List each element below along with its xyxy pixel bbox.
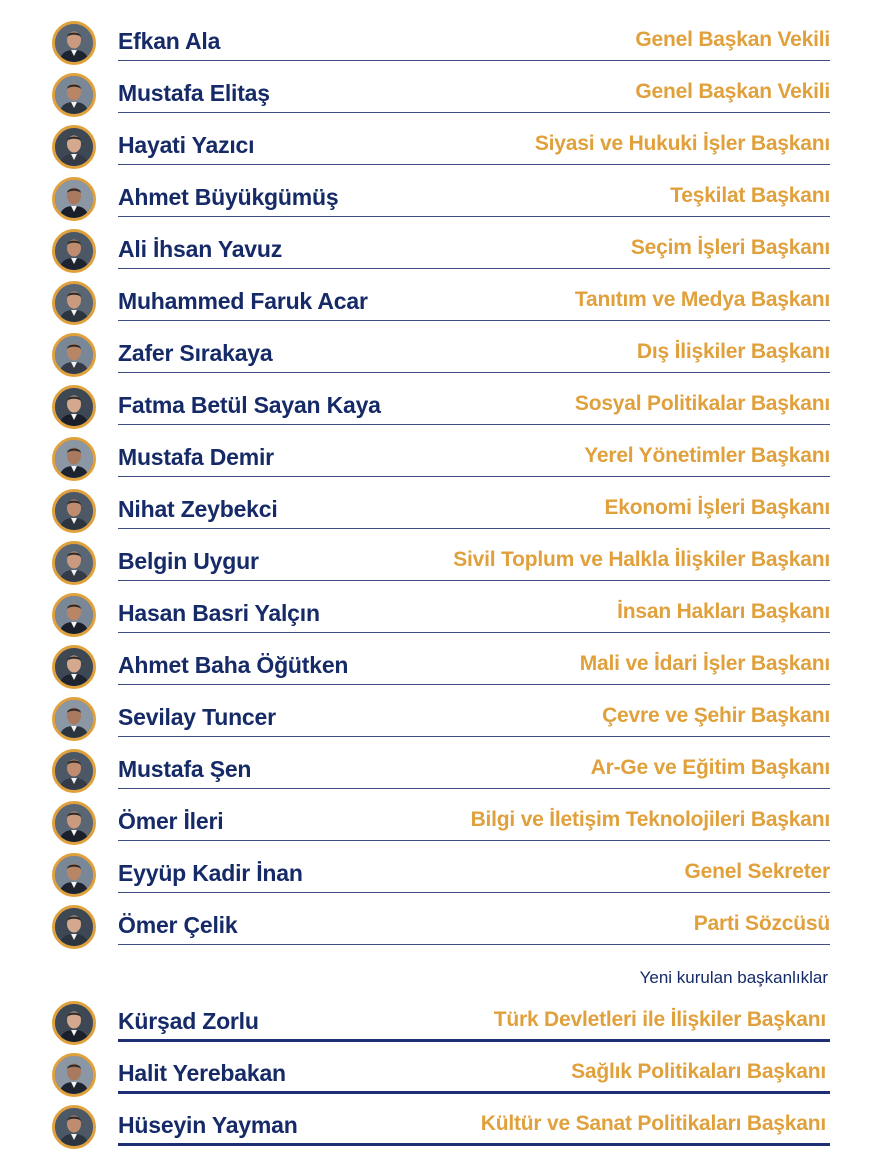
member-name: Muhammed Faruk Acar — [118, 288, 368, 314]
list-item — [0, 64, 880, 116]
list-item — [0, 792, 880, 844]
member-title: Sosyal Politikalar Başkanı — [574, 392, 830, 415]
person-photo-icon — [52, 1053, 96, 1097]
list-item — [0, 992, 880, 1044]
divider — [118, 528, 830, 529]
member-title: Dış İlişkiler Başkanı — [636, 340, 830, 363]
list-item — [0, 12, 880, 64]
member-name: Hasan Basri Yalçın — [118, 600, 320, 626]
divider — [118, 60, 830, 61]
divider — [118, 944, 830, 945]
person-photo-icon — [52, 385, 96, 429]
member-name: Halit Yerebakan — [118, 1060, 286, 1086]
member-title: Kültür ve Sanat Politikaları Başkanı — [480, 1112, 826, 1135]
member-name: Efkan Ala — [118, 28, 221, 54]
person-photo-icon — [52, 1001, 96, 1045]
member-name: Belgin Uygur — [118, 548, 259, 574]
member-name: Kürşad Zorlu — [118, 1008, 259, 1034]
divider — [118, 268, 830, 269]
divider — [118, 424, 830, 425]
member-title: Genel Başkan Vekili — [635, 80, 830, 103]
list-item — [0, 480, 880, 532]
member-title: Mali ve İdari İşler Başkanı — [579, 652, 830, 675]
person-photo-icon — [52, 125, 96, 169]
person-photo-icon — [52, 437, 96, 481]
list-item — [0, 1044, 880, 1096]
person-photo-icon — [52, 853, 96, 897]
member-name: Eyyüp Kadir İnan — [118, 860, 303, 886]
divider — [118, 1039, 830, 1042]
member-name: Zafer Sırakaya — [118, 340, 273, 366]
list-item — [0, 844, 880, 896]
member-name: Hüseyin Yayman — [118, 1112, 298, 1138]
list-item — [0, 688, 880, 740]
list-item — [0, 220, 880, 272]
person-photo-icon — [52, 73, 96, 117]
member-title: Parti Sözcüsü — [693, 912, 830, 935]
member-name: Hayati Yazıcı — [118, 132, 255, 158]
list-item — [0, 740, 880, 792]
person-photo-icon — [52, 281, 96, 325]
divider — [118, 372, 830, 373]
divider — [118, 1091, 830, 1094]
divider — [118, 892, 830, 893]
person-photo-icon — [52, 801, 96, 845]
list-item — [0, 532, 880, 584]
person-photo-icon — [52, 697, 96, 741]
member-title: Sivil Toplum ve Halkla İlişkiler Başkanı — [453, 548, 830, 571]
divider — [118, 684, 830, 685]
member-title: Türk Devletleri ile İlişkiler Başkanı — [493, 1008, 826, 1031]
person-photo-icon — [52, 645, 96, 689]
member-title: Seçim İşleri Başkanı — [630, 236, 830, 259]
member-title: Tanıtım ve Medya Başkanı — [574, 288, 830, 311]
member-name: Mustafa Demir — [118, 444, 274, 470]
member-title: Bilgi ve İletişim Teknolojileri Başkanı — [470, 808, 830, 831]
member-name: Ömer İleri — [118, 808, 224, 834]
section-heading: Yeni kurulan başkanlıklar — [639, 968, 828, 987]
person-photo-icon — [52, 489, 96, 533]
divider — [118, 580, 830, 581]
list-item — [0, 896, 880, 948]
person-photo-icon — [52, 21, 96, 65]
divider — [118, 320, 830, 321]
divider — [118, 736, 830, 737]
list-item — [0, 636, 880, 688]
member-title: Çevre ve Şehir Başkanı — [602, 704, 830, 727]
divider — [118, 112, 830, 113]
list-item — [0, 272, 880, 324]
member-name: Sevilay Tuncer — [118, 704, 276, 730]
divider — [118, 840, 830, 841]
list-item — [0, 324, 880, 376]
member-title: Genel Başkan Vekili — [635, 28, 830, 51]
member-title: Sağlık Politikaları Başkanı — [571, 1060, 826, 1083]
member-title: İnsan Hakları Başkanı — [617, 600, 830, 623]
member-title: Siyasi ve Hukuki İşler Başkanı — [534, 132, 830, 155]
member-name: Ömer Çelik — [118, 912, 238, 938]
member-name: Mustafa Elitaş — [118, 80, 270, 106]
divider — [118, 476, 830, 477]
member-name: Fatma Betül Sayan Kaya — [118, 392, 381, 418]
divider — [118, 632, 830, 633]
person-photo-icon — [52, 1105, 96, 1149]
list-item — [0, 1096, 880, 1148]
member-title: Yerel Yönetimler Başkanı — [584, 444, 830, 467]
list-item — [0, 376, 880, 428]
member-title: Ar-Ge ve Eğitim Başkanı — [590, 756, 830, 779]
member-name: Ali İhsan Yavuz — [118, 236, 283, 262]
member-name: Ahmet Büyükgümüş — [118, 184, 339, 210]
list-item — [0, 168, 880, 220]
divider — [118, 1143, 830, 1146]
divider — [118, 216, 830, 217]
member-title: Genel Sekreter — [684, 860, 830, 883]
divider — [118, 164, 830, 165]
person-photo-icon — [52, 749, 96, 793]
person-photo-icon — [52, 541, 96, 585]
member-name: Nihat Zeybekci — [118, 496, 278, 522]
person-photo-icon — [52, 229, 96, 273]
list-item — [0, 428, 880, 480]
list-item — [0, 116, 880, 168]
person-photo-icon — [52, 177, 96, 221]
person-photo-icon — [52, 593, 96, 637]
member-name: Ahmet Baha Öğütken — [118, 652, 349, 678]
member-name: Mustafa Şen — [118, 756, 252, 782]
list-item — [0, 584, 880, 636]
divider — [118, 788, 830, 789]
person-photo-icon — [52, 333, 96, 377]
person-photo-icon — [52, 905, 96, 949]
member-title: Ekonomi İşleri Başkanı — [604, 496, 830, 519]
member-title: Teşkilat Başkanı — [670, 184, 830, 207]
